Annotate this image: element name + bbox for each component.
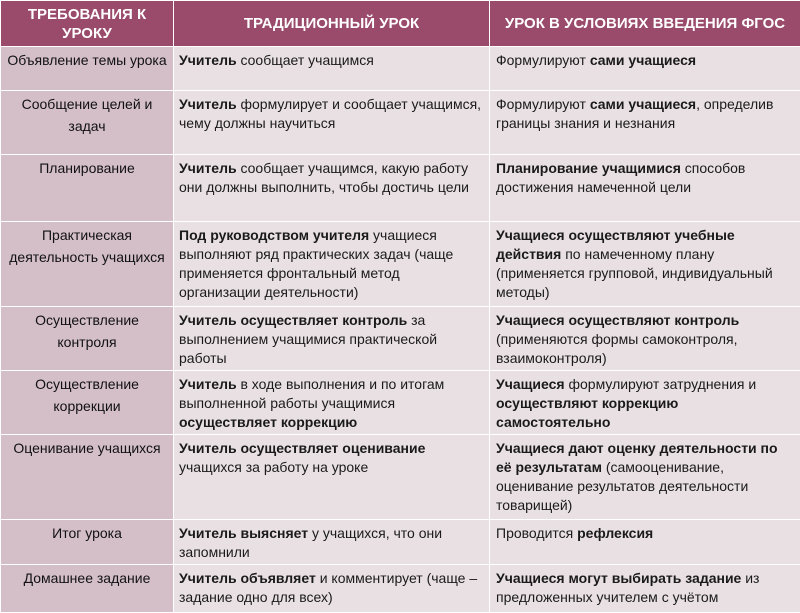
traditional-cell xyxy=(174,91,490,155)
bold-text-run: Учащиеся могут выбирать задание xyxy=(496,570,741,586)
traditional-cell xyxy=(174,371,490,435)
traditional-cell xyxy=(174,155,490,222)
bold-text-run: Учащиеся осуществляют контроль xyxy=(496,312,739,328)
text-run: учащихся за работу на уроке xyxy=(179,459,368,475)
requirement-cell: Сообщение целей и задач xyxy=(1,91,174,155)
requirement-cell: Домашнее задание xyxy=(1,565,174,613)
table-row xyxy=(1,371,800,435)
bold-text-run: Учитель xyxy=(179,96,237,112)
text-run: (самооценивание, оценивание результатов деятельности товарищей) xyxy=(496,459,748,513)
table-row xyxy=(1,565,800,613)
bold-text-run: Учащиеся xyxy=(496,376,565,392)
text-run: формулируют затруднения и xyxy=(565,376,757,392)
bold-text-run: Учитель xyxy=(179,52,237,68)
fgos-cell xyxy=(490,565,800,613)
table-row xyxy=(1,222,800,307)
traditional-cell xyxy=(174,565,490,613)
fgos-cell xyxy=(490,91,800,155)
text-run: учащиеся выполняют ряд практических задач (чаще применяется фронтальный метод организации деятельности) xyxy=(179,227,453,300)
text-run: Проводится xyxy=(496,525,577,541)
bold-text-run: Учащиеся осуществляют учебные действия xyxy=(496,227,735,262)
table-row xyxy=(1,91,800,155)
bold-text-run: Учитель выясняет xyxy=(179,525,308,541)
table-body xyxy=(1,47,800,613)
bold-text-run: Учитель объявляет xyxy=(179,570,316,586)
requirement-cell: Осуществление коррекции xyxy=(1,371,174,435)
text-run: формулирует и сообщает учащимся, чему должны научиться xyxy=(179,96,481,131)
traditional-cell xyxy=(174,47,490,91)
text-run: сообщает учащимся xyxy=(237,52,374,68)
text-run: по намеченному плану (применяется групповой, индивидуальный методы) xyxy=(496,246,773,300)
requirement-cell: Оценивание учащихся xyxy=(1,435,174,520)
text-run: , определив границы знания и незнания xyxy=(496,96,773,131)
header-traditional-lesson: ТРАДИЦИОННЫЙ УРОК xyxy=(174,1,490,47)
fgos-cell xyxy=(490,520,800,565)
table-row xyxy=(1,435,800,520)
requirement-cell: Объявление темы урока xyxy=(1,47,174,91)
fgos-cell xyxy=(490,371,800,435)
bold-text-run: Планирование учащимися xyxy=(496,160,681,176)
bold-text-run: осуществляет коррекцию xyxy=(179,414,357,430)
table-row xyxy=(1,47,800,91)
text-run: Формулируют xyxy=(496,96,590,112)
requirement-cell: Осуществление контроля xyxy=(1,307,174,371)
text-run: сообщает учащимся, какую работу они должны выполнить, чтобы достичь цели xyxy=(179,160,469,195)
bold-text-run: Учитель осуществляет оценивание xyxy=(179,440,425,456)
header-fgos-lesson: УРОК В УСЛОВИЯХ ВВЕДЕНИЯ ФГОС xyxy=(490,1,800,47)
traditional-cell xyxy=(174,435,490,520)
requirement-cell: Практическая деятельность учащихся xyxy=(1,222,174,307)
bold-text-run: Под руководством учителя xyxy=(179,227,369,243)
text-run: Формулируют xyxy=(496,52,590,68)
text-run: в ходе выполнения и по итогам выполненной работы учащимися xyxy=(179,376,444,411)
bold-text-run: Учитель xyxy=(179,160,237,176)
traditional-cell xyxy=(174,307,490,371)
header-row xyxy=(1,1,800,47)
bold-text-run: Учитель xyxy=(179,376,237,392)
text-run: и комментирует (чаще – задание одно для всех) xyxy=(179,570,477,605)
traditional-cell xyxy=(174,520,490,565)
table-row xyxy=(1,155,800,222)
requirement-cell: Итог урока xyxy=(1,520,174,565)
bold-text-run: сами учащиеся xyxy=(590,52,696,68)
text-run: способов достижения намеченной цели xyxy=(496,160,745,195)
table-row xyxy=(1,520,800,565)
requirement-cell: Планирование xyxy=(1,155,174,222)
header-requirements: ТРЕБОВАНИЯ К УРОКУ xyxy=(1,1,174,47)
fgos-cell xyxy=(490,435,800,520)
fgos-cell xyxy=(490,47,800,91)
fgos-cell xyxy=(490,222,800,307)
bold-text-run: сами учащиеся xyxy=(590,96,696,112)
bold-text-run: осуществляют коррекцию самостоятельно xyxy=(496,395,678,430)
fgos-cell xyxy=(490,155,800,222)
table-header xyxy=(1,1,800,47)
text-run: (применяются формы самоконтроля, взаимоконтроля) xyxy=(496,331,737,366)
text-run: из предложенных учителем с учётом xyxy=(496,570,759,605)
fgos-cell xyxy=(490,307,800,371)
traditional-cell xyxy=(174,222,490,307)
text-run: за выполнением учащимися практической работы xyxy=(179,312,437,366)
table-row xyxy=(1,307,800,371)
text-run: у учащихся, что они запомнили xyxy=(179,525,442,560)
bold-text-run: Учащиеся дают оценку деятельности по её результатам xyxy=(496,440,778,475)
bold-text-run: Учитель осуществляет контроль xyxy=(179,312,407,328)
bold-text-run: рефлексия xyxy=(577,525,653,541)
